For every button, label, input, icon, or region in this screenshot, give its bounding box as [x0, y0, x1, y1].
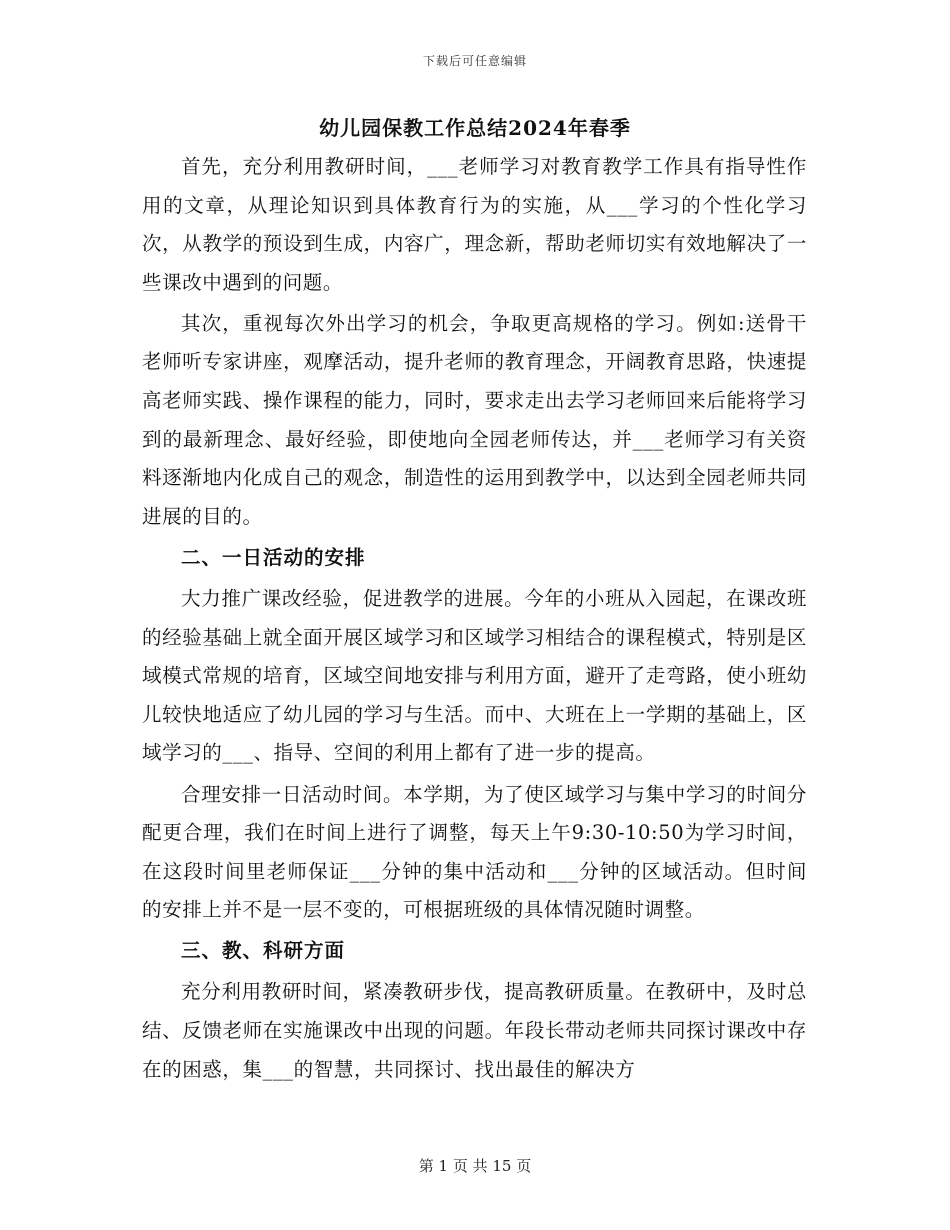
paragraph-1: 首先，充分利用教研时间，___老师学习对教育教学工作具有指导性作用的文章，从理论知识到具体教育行为的实施，从___学习的个性化学习次，从教学的预设到生成，内容广，理念新，帮助老师切实有效地解决了一些课改中遇到的问题。 [142, 155, 807, 294]
document-body [142, 148, 807, 1092]
section-heading-2: 二、一日活动的安排 [181, 545, 366, 569]
page-number: 第 1 页 共 15 页 [418, 1157, 532, 1175]
paragraph-4: 合理安排一日活动时间。本学期，为了使区域学习与集中学习的时间分配更合理，我们在时间上进行了调整，每天上午9:30-10:50为学习时间，在这段时间里老师保证___分钟的集中活动和___分钟的区域活动。但时间的安排上并不是一层不变的，可根据班级的具体情况随时调整。 [142, 782, 807, 922]
document-title: 幼儿园保教工作总结2024年春季 [319, 116, 631, 140]
header-note: 下载后可任意编辑 [422, 54, 527, 68]
paragraph-2: 其次，重视每次外出学习的机会，争取更高规格的学习。例如:送骨干老师听专家讲座，观摩活动，提升老师的教育理念，开阔教育思路，快速提高老师实践、操作课程的能力，同时，要求走出去学习老师回来后能将学习到的最新理念、最好经验，即使地向全园老师传达，并___老师学习有关资料逐渐地内化成自己的观念，制造性的运用到教学中，以达到全园老师共同进展的目的。 [142, 311, 807, 528]
paragraph-5: 充分利用教研时间，紧凑教研步伐，提高教研质量。在教研中，及时总结、反馈老师在实施课改中出现的问题。年段长带动老师共同探讨课改中存在的困惑，集___的智慧，共同探讨、找出最佳的解决方 [142, 980, 807, 1081]
section-heading-3: 三、教、科研方面 [181, 939, 346, 963]
paragraph-3: 大力推广课改经验，促进教学的进展。今年的小班从入园起，在课改班的经验基础上就全面开展区域学习和区域学习相结合的课程模式，特别是区域模式常规的培育，区域空间地安排与利用方面，避开了走弯路，使小班幼儿较快地适应了幼儿园的学习与生活。而中、大班在上一学期的基础上，区域学习的___、指导、空间的利用上都有了进一步的提高。 [142, 587, 807, 765]
